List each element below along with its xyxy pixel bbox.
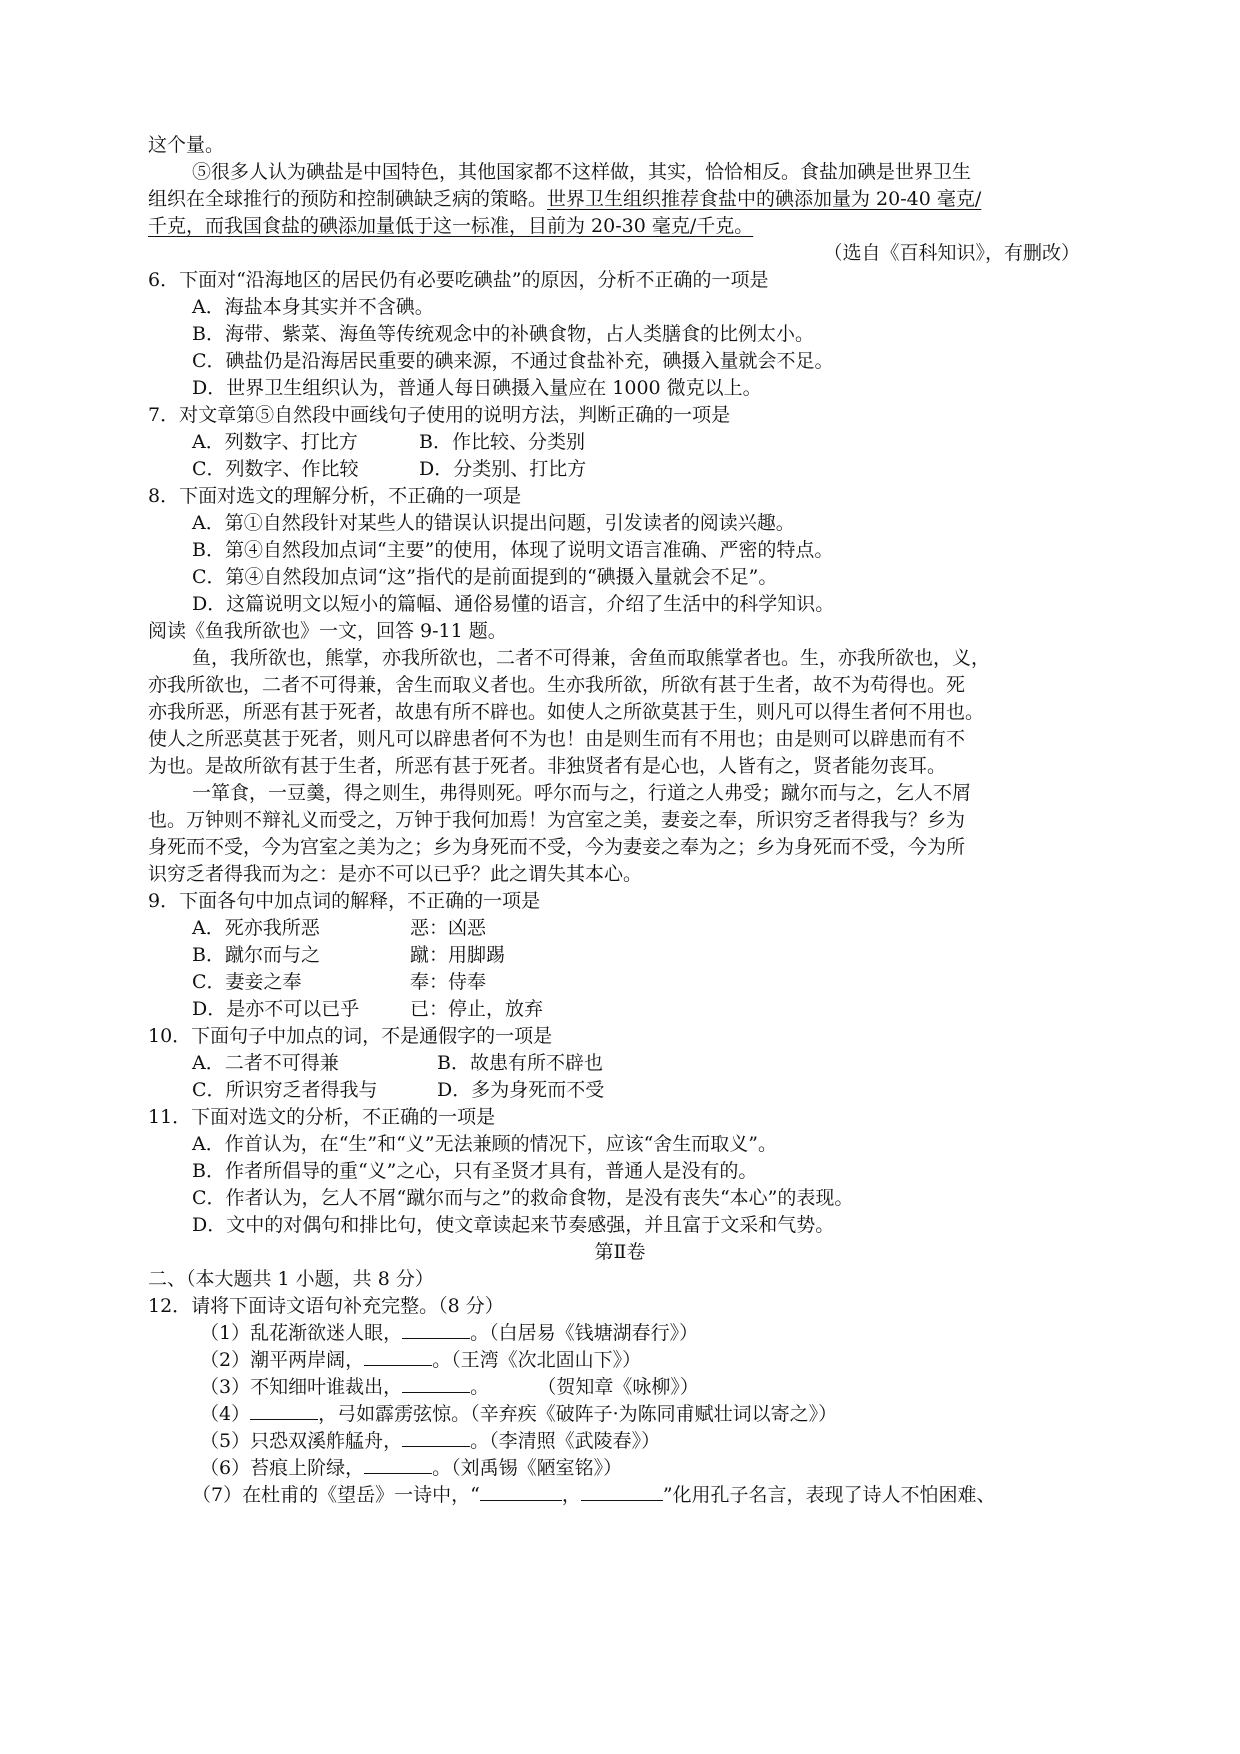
question-7-option-a: A．列数字、打比方 xyxy=(192,431,358,453)
classical-text-line: 亦我所恶，所恶有甚于死者，故患有所不辟也。如使人之所欲莫甚于生，则凡可以得生者何不用也。 xyxy=(148,701,985,723)
fill-item-6 xyxy=(200,1455,622,1482)
question-9-option-row xyxy=(192,942,505,969)
question-6-option-a: A．海盐本身其实并不含碘。 xyxy=(192,296,434,318)
plain-text: 组织在全球推行的预防和控制碘缺乏病的策略。 xyxy=(148,188,548,210)
fill-item-suffix: 。（白居易《钱塘湖春行》） xyxy=(470,1322,699,1344)
fill-item-prefix: （4） xyxy=(200,1403,251,1425)
part-2-title: 第Ⅱ卷 xyxy=(594,1241,646,1263)
question-9-option-row xyxy=(192,996,543,1023)
passage-source: （选自《百科知识》，有删改） xyxy=(823,242,1080,264)
section-heading: 二、（本大题共 1 小题，共 8 分） xyxy=(148,1268,434,1290)
classical-text-line: 使人之所恶莫甚于死者，则凡可以辟患者何不为也！由是则生而有不用也；由是则可以辟患而有不 xyxy=(148,728,966,750)
question-6-option-b: B．海带、紫菜、海鱼等传统观念中的补碘食物，占人类膳食的比例太小。 xyxy=(192,323,814,345)
question-10-stem: 10．下面句子中加点的词，不是通假字的一项是 xyxy=(148,1025,553,1047)
question-9-gloss: 奉：侍奉 xyxy=(410,971,487,993)
fill-item-suffix: ”化用孔子名言，表现了诗人不怕困难、 xyxy=(662,1484,996,1506)
question-11-stem: 11．下面对选文的分析，不正确的一项是 xyxy=(148,1106,496,1128)
question-9-sentence: A．死亦我所恶 xyxy=(192,917,320,939)
fill-item-3 xyxy=(200,1374,699,1401)
passage-paragraph-5-line xyxy=(148,213,753,240)
answer-blank[interactable] xyxy=(364,1347,432,1366)
question-6-option-c: C．碘盐仍是沿海居民重要的碘来源，不通过食盐补充，碘摄入量就会不足。 xyxy=(192,350,834,372)
question-9-gloss: 蹴：用脚踢 xyxy=(410,944,506,966)
fill-item-suffix: ，弓如霹雳弦惊。（辛弃疾《破阵子·为陈同甫赋壮词以寄之》） xyxy=(318,1403,838,1425)
question-9-sentence: C．妻妾之奉 xyxy=(192,971,302,993)
passage-line: 这个量。 xyxy=(148,134,225,156)
question-9-sentence: D．是亦不可以已乎 xyxy=(192,998,360,1020)
question-11-option-d: D．文中的对偶句和排比句，使文章读起来节奏感强，并且富于文采和气势。 xyxy=(192,1214,835,1236)
question-10-option-a: A．二者不可得兼 xyxy=(192,1052,339,1074)
question-8-option-d: D．这篇说明文以短小的篇幅、通俗易懂的语言，介绍了生活中的科学知识。 xyxy=(192,593,835,615)
fill-item-prefix: （7）在杜甫的《望岳》一诗中，“ xyxy=(192,1484,480,1506)
question-9-sentence: B．蹴尔而与之 xyxy=(192,944,320,966)
fill-item-2 xyxy=(200,1347,641,1374)
answer-blank[interactable] xyxy=(581,1482,663,1501)
classical-text-line: 亦我所欲也，二者不可得兼，舍生而取义者也。生亦我所欲，所欲有甚于生者，故不为苟得也。死 xyxy=(148,674,966,696)
question-10-options-row xyxy=(192,1050,603,1077)
question-7-option-d: D．分类别、打比方 xyxy=(419,458,587,480)
question-11-option-b: B．作者所倡导的重“义”之心，只有圣贤才具有，普通人是没有的。 xyxy=(192,1160,758,1182)
passage-paragraph-5-line xyxy=(148,186,981,213)
fill-item-separator: ， xyxy=(561,1484,581,1506)
classical-text-line: 也。万钟则不辩礼义而受之，万钟于我何加焉！为宫室之美，妻妾之奉，所识穷乏者得我与？乡为 xyxy=(148,809,966,831)
answer-blank[interactable] xyxy=(402,1374,470,1393)
question-11-option-a: A．作首认为，在“生”和“义”无法兼顾的情况下，应该“舍生而取义”。 xyxy=(192,1133,778,1155)
fill-item-suffix: 。（刘禹锡《陋室铭》） xyxy=(432,1457,623,1479)
fill-item-prefix: （5）只恐双溪舴艋舟， xyxy=(200,1430,403,1452)
fill-item-1 xyxy=(200,1320,698,1347)
question-6-option-d: D．世界卫生组织认为，普通人每日碘摄入量应在 1000 微克以上。 xyxy=(192,377,762,399)
fill-item-suffix: 。（李清照《武陵春》） xyxy=(470,1430,661,1452)
question-12-stem: 12．请将下面诗文语句补充完整。（8 分） xyxy=(148,1295,504,1317)
fill-item-7 xyxy=(192,1482,996,1509)
passage-paragraph-5-line: ⑤很多人认为碘盐是中国特色，其他国家都不这样做，其实，恰恰相反。食盐加碘是世界卫生 xyxy=(192,161,972,183)
reading-instruction: 阅读《鱼我所欲也》一文，回答 9-11 题。 xyxy=(148,620,507,642)
underlined-sentence: 千克，而我国食盐的碘添加量低于这一标准，目前为 20-30 毫克/千克。 xyxy=(148,215,754,237)
classical-text-line: 鱼，我所欲也，熊掌，亦我所欲也，二者不可得兼，舍鱼而取熊掌者也。生，亦我所欲也，义， xyxy=(192,647,991,669)
fill-item-prefix: （3）不知细叶谁裁出， xyxy=(200,1376,403,1398)
question-9-option-row xyxy=(192,915,486,942)
question-9-gloss: 恶：凶恶 xyxy=(410,917,487,939)
fill-item-4 xyxy=(200,1401,837,1428)
fill-item-suffix: 。（王湾《次北固山下》） xyxy=(432,1349,642,1371)
answer-blank[interactable] xyxy=(480,1482,562,1501)
question-7-option-c: C．列数字、作比较 xyxy=(192,458,359,480)
question-7-option-b: B．作比较、分类别 xyxy=(419,431,585,453)
fill-item-prefix: （6）苔痕上阶绿， xyxy=(200,1457,365,1479)
answer-blank[interactable] xyxy=(364,1455,432,1474)
question-8-option-b: B．第④自然段加点词“主要”的使用，体现了说明文语言准确、严密的特点。 xyxy=(192,539,834,561)
question-9-gloss: 已：停止，放弃 xyxy=(410,998,544,1020)
answer-blank[interactable] xyxy=(402,1428,470,1447)
question-7-options-row xyxy=(192,429,585,456)
question-8-option-c: C．第④自然段加点词“这”指代的是前面提到的“碘摄入量就会不足”。 xyxy=(192,566,778,588)
fill-item-suffix: 。 （贺知章《咏柳》） xyxy=(470,1376,699,1398)
classical-text-line: 一箪食，一豆羹，得之则生，弗得则死。呼尔而与之，行道之人弗受；蹴尔而与之，乞人不屑 xyxy=(192,782,972,804)
question-10-option-c: C．所识穷乏者得我与 xyxy=(192,1079,378,1101)
classical-text-line: 身死而不受，今为宫室之美为之；乡为身死而不受，今为妻妾之奉为之；乡为身死而不受，今为所 xyxy=(148,836,966,858)
classical-text-line: 为也。是故所欲有甚于生者，所恶有甚于死者。非独贤者有是心也，人皆有之，贤者能勿丧耳。 xyxy=(148,755,947,777)
question-7-options-row xyxy=(192,456,586,483)
question-10-option-d: D．多为身死而不受 xyxy=(437,1079,605,1101)
question-7-stem: 7．对文章第⑤自然段中画线句子使用的说明方法，判断正确的一项是 xyxy=(148,404,731,426)
fill-item-5 xyxy=(200,1428,660,1455)
question-8-stem: 8．下面对选文的理解分析，不正确的一项是 xyxy=(148,485,522,507)
fill-item-prefix: （1）乱花渐欲迷人眼， xyxy=(200,1322,403,1344)
classical-text-line: 识穷乏者得我而为之：是亦不可以已乎？此之谓失其本心。 xyxy=(148,863,643,885)
question-10-options-row xyxy=(192,1077,604,1104)
answer-blank[interactable] xyxy=(250,1401,318,1420)
fill-item-prefix: （2）潮平两岸阔， xyxy=(200,1349,365,1371)
underlined-sentence: 世界卫生组织推荐食盐中的碘添加量为 20-40 毫克/ xyxy=(547,188,982,210)
question-11-option-c: C．作者认为，乞人不屑“蹴尔而与之”的救命食物，是没有丧失“本心”的表现。 xyxy=(192,1187,854,1209)
question-6-stem: 6．下面对“沿海地区的居民仍有必要吃碘盐”的原因，分析不正确的一项是 xyxy=(148,269,769,291)
question-8-option-a: A．第①自然段针对某些人的错误认识提出问题，引发读者的阅读兴趣。 xyxy=(192,512,795,534)
question-9-option-row xyxy=(192,969,486,996)
question-10-option-b: B．故患有所不辟也 xyxy=(437,1052,603,1074)
answer-blank[interactable] xyxy=(402,1320,470,1339)
question-9-stem: 9．下面各句中加点词的解释，不正确的一项是 xyxy=(148,890,541,912)
